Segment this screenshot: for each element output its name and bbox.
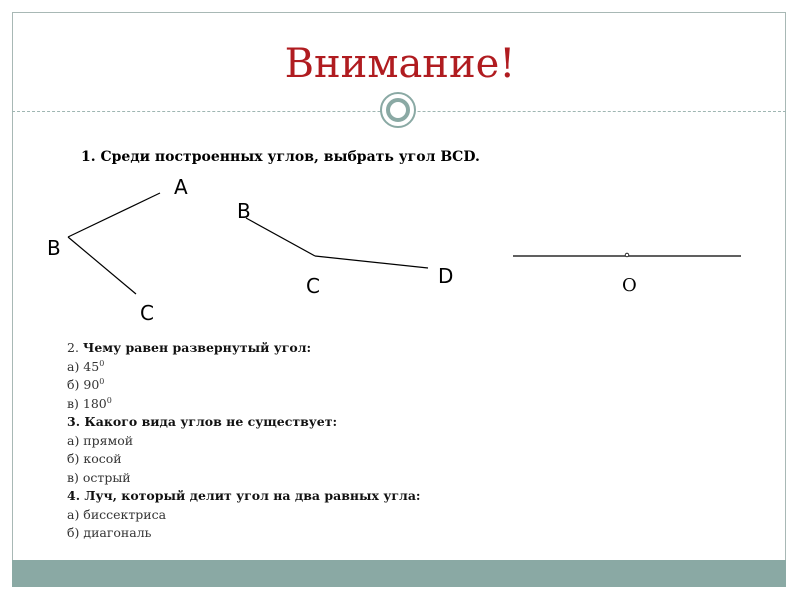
angle2-ray-cb — [246, 218, 315, 256]
question-2-option: б) $90^0$ — [67, 376, 105, 392]
question-4-text: 4. Луч, который делит угол на два равных угла: — [67, 488, 421, 503]
question-3-option: в) острый — [67, 469, 131, 485]
angle3-label-o: O — [622, 275, 637, 296]
question-1-text: 1. Среди построенных углов, выбрать угол ВCD. — [81, 149, 480, 165]
angle1-label-c: С — [140, 301, 154, 325]
angle1-label-a: А — [174, 175, 188, 199]
angle1-ray-bc — [68, 237, 136, 294]
angle2-label-d: D — [438, 264, 454, 288]
angle1-label-b: В — [47, 236, 61, 260]
question-3-option: б) косой — [67, 451, 122, 466]
question-3-option: а) прямой — [67, 432, 134, 448]
slide-title: Внимание! — [284, 41, 516, 87]
question-4-option: б) диагональ — [67, 525, 152, 540]
question-2-text: 2. Чему равен развернутый угол: — [67, 340, 312, 355]
angle1-ray-ba — [68, 193, 160, 237]
question-4-option: а) биссектриса — [67, 506, 167, 522]
questions-block — [67, 339, 421, 543]
question-3-text: 3. Какого вида углов не существует: — [67, 414, 338, 429]
angle3-vertex-point — [625, 253, 629, 257]
angle2-label-c: С — [306, 274, 320, 298]
angle2-label-b: В — [237, 199, 251, 223]
angle2-ray-cd — [315, 256, 428, 268]
question-2-option: а) $45^0$ — [67, 358, 105, 374]
question-2-option: в) $180^0$ — [67, 395, 112, 411]
